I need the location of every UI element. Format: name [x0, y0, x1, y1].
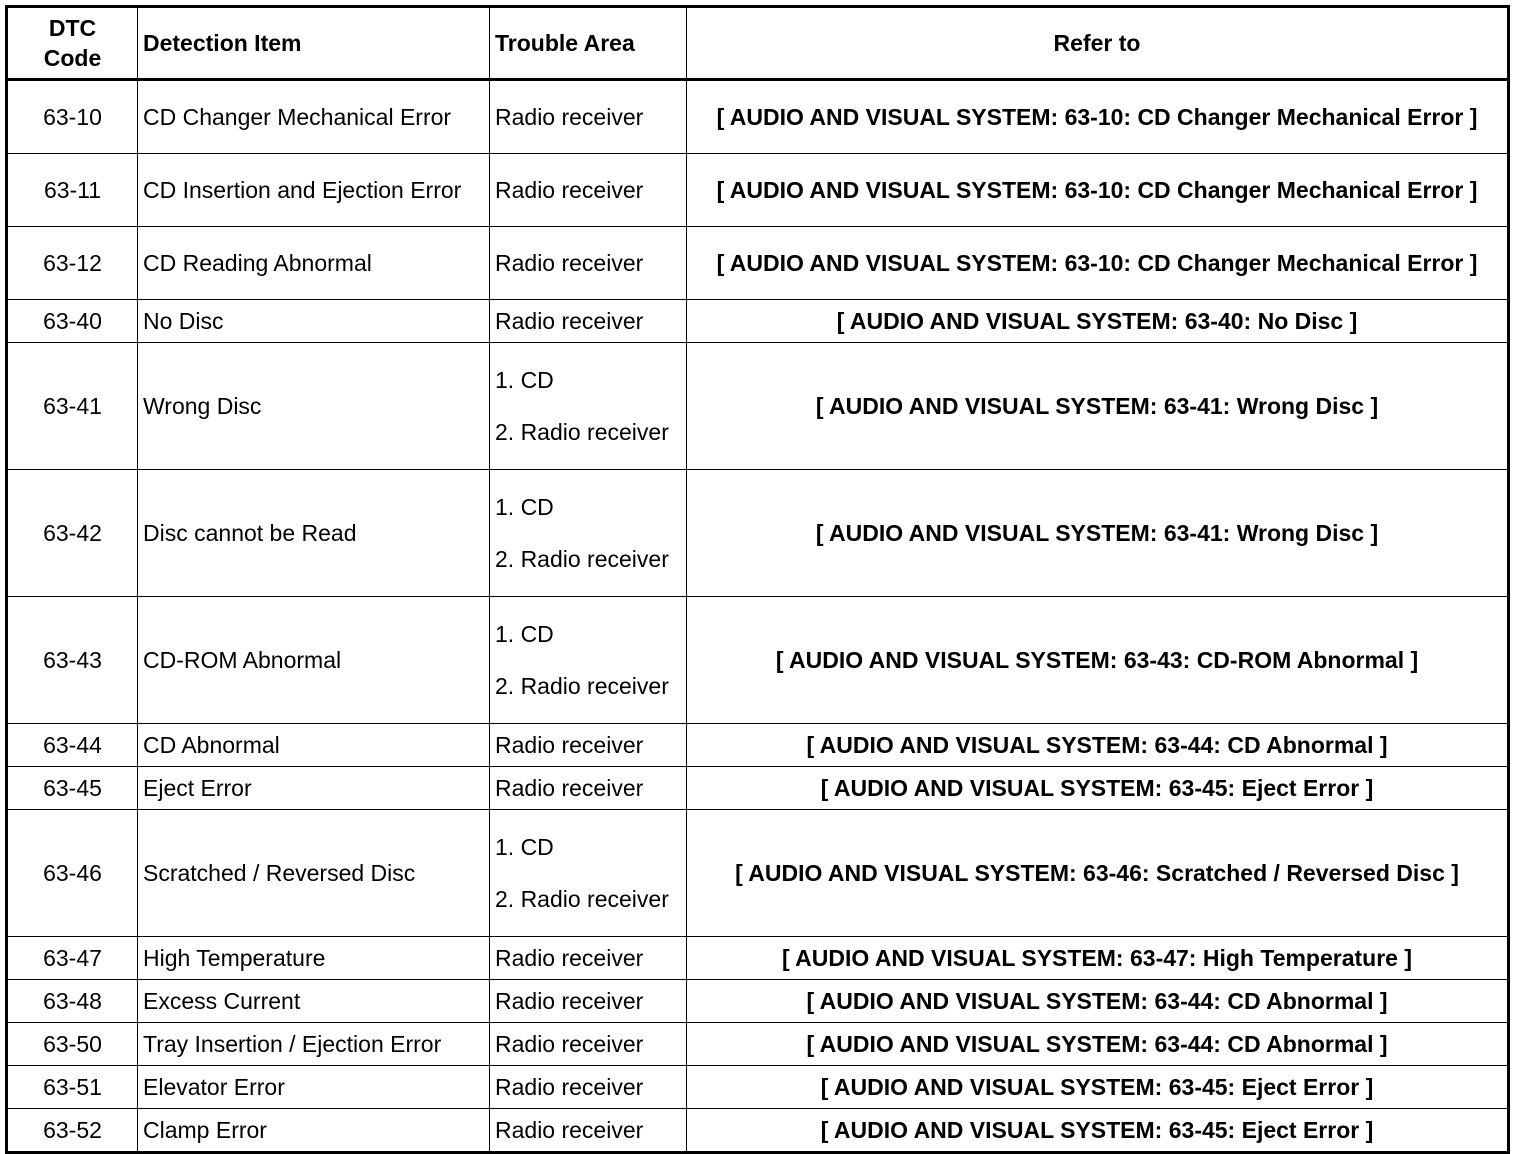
trouble-area-cell [490, 343, 687, 470]
trouble-area-cell [490, 937, 687, 980]
dtc-code-cell: 63-45 [7, 767, 138, 810]
detection-item-cell: CD-ROM Abnormal [138, 597, 490, 724]
detection-item-cell: Eject Error [138, 767, 490, 810]
detection-item-cell: CD Abnormal [138, 724, 490, 767]
refer-to-cell: [ AUDIO AND VISUAL SYSTEM: 63-47: High Temperature ] [687, 937, 1509, 980]
trouble-area-entry: Radio receiver [495, 1117, 644, 1143]
table-row [7, 154, 1509, 227]
header-dtc-code-line2: Code [43, 45, 102, 71]
table-row [7, 724, 1509, 767]
dtc-code-cell: 63-47 [7, 937, 138, 980]
detection-item-cell: CD Changer Mechanical Error [138, 80, 490, 154]
detection-item-cell: High Temperature [138, 937, 490, 980]
trouble-area-cell [490, 154, 687, 227]
table-row [7, 470, 1509, 597]
trouble-area-entry: 1. CD [495, 834, 554, 860]
trouble-area-entry: Radio receiver [495, 177, 644, 203]
trouble-area-cell [490, 980, 687, 1023]
header-refer-to: Refer to [687, 7, 1509, 80]
detection-item-cell: Clamp Error [138, 1109, 490, 1153]
dtc-code-cell: 63-44 [7, 724, 138, 767]
table-row [7, 227, 1509, 300]
refer-to-cell: [ AUDIO AND VISUAL SYSTEM: 63-43: CD-ROM Abnormal ] [687, 597, 1509, 724]
detection-item-cell: Wrong Disc [138, 343, 490, 470]
trouble-area-entry: 2. Radio receiver [495, 419, 669, 445]
trouble-area-cell [490, 597, 687, 724]
trouble-area-entry: Radio receiver [495, 775, 644, 801]
trouble-area-cell [490, 227, 687, 300]
refer-to-cell: [ AUDIO AND VISUAL SYSTEM: 63-44: CD Abnormal ] [687, 724, 1509, 767]
trouble-area-entry: Radio receiver [495, 1031, 644, 1057]
refer-to-cell: [ AUDIO AND VISUAL SYSTEM: 63-45: Eject Error ] [687, 767, 1509, 810]
refer-to-cell: [ AUDIO AND VISUAL SYSTEM: 63-44: CD Abnormal ] [687, 980, 1509, 1023]
refer-to-cell: [ AUDIO AND VISUAL SYSTEM: 63-45: Eject Error ] [687, 1066, 1509, 1109]
table-row [7, 343, 1509, 470]
dtc-code-cell: 63-48 [7, 980, 138, 1023]
dtc-code-cell: 63-46 [7, 810, 138, 937]
detection-item-cell: Scratched / Reversed Disc [138, 810, 490, 937]
table-row [7, 937, 1509, 980]
trouble-area-entry: 2. Radio receiver [495, 886, 669, 912]
trouble-area-cell [490, 1023, 687, 1066]
refer-to-cell: [ AUDIO AND VISUAL SYSTEM: 63-44: CD Abnormal ] [687, 1023, 1509, 1066]
trouble-area-entry: Radio receiver [495, 104, 644, 130]
dtc-code-cell: 63-40 [7, 300, 138, 343]
trouble-area-entry: 2. Radio receiver [495, 673, 669, 699]
table-row [7, 597, 1509, 724]
trouble-area-cell [490, 724, 687, 767]
trouble-area-entry: Radio receiver [495, 250, 644, 276]
table-row [7, 767, 1509, 810]
dtc-code-cell: 63-51 [7, 1066, 138, 1109]
trouble-area-entry: 1. CD [495, 494, 554, 520]
dtc-code-cell: 63-12 [7, 227, 138, 300]
trouble-area-entry: Radio receiver [495, 308, 644, 334]
refer-to-cell: [ AUDIO AND VISUAL SYSTEM: 63-10: CD Changer Mechanical Error ] [687, 80, 1509, 154]
refer-to-cell: [ AUDIO AND VISUAL SYSTEM: 63-45: Eject Error ] [687, 1109, 1509, 1153]
table-body [7, 80, 1509, 1153]
refer-to-cell: [ AUDIO AND VISUAL SYSTEM: 63-40: No Disc ] [687, 300, 1509, 343]
trouble-area-entry: Radio receiver [495, 1074, 644, 1100]
dtc-code-cell: 63-50 [7, 1023, 138, 1066]
table-row [7, 1023, 1509, 1066]
header-row [7, 7, 1509, 80]
trouble-area-entry: 1. CD [495, 367, 554, 393]
detection-item-cell: Disc cannot be Read [138, 470, 490, 597]
header-dtc-code [7, 7, 138, 80]
table-row [7, 980, 1509, 1023]
table-row [7, 1066, 1509, 1109]
detection-item-cell: CD Reading Abnormal [138, 227, 490, 300]
trouble-area-entry: Radio receiver [495, 732, 644, 758]
table-row [7, 300, 1509, 343]
table-header [7, 7, 1509, 80]
dtc-code-cell: 63-41 [7, 343, 138, 470]
table-row [7, 1109, 1509, 1153]
header-dtc-code-line1: DTC [48, 15, 97, 41]
trouble-area-cell [490, 470, 687, 597]
dtc-code-cell: 63-10 [7, 80, 138, 154]
trouble-area-cell [490, 80, 687, 154]
dtc-code-cell: 63-42 [7, 470, 138, 597]
trouble-area-entry: Radio receiver [495, 945, 644, 971]
refer-to-cell: [ AUDIO AND VISUAL SYSTEM: 63-46: Scratched / Reversed Disc ] [687, 810, 1509, 937]
dtc-code-cell: 63-43 [7, 597, 138, 724]
detection-item-cell: Excess Current [138, 980, 490, 1023]
trouble-area-cell [490, 767, 687, 810]
refer-to-cell: [ AUDIO AND VISUAL SYSTEM: 63-10: CD Changer Mechanical Error ] [687, 154, 1509, 227]
trouble-area-entry: Radio receiver [495, 988, 644, 1014]
detection-item-cell: CD Insertion and Ejection Error [138, 154, 490, 227]
header-detection-item: Detection Item [138, 7, 490, 80]
table-row [7, 810, 1509, 937]
trouble-area-entry: 1. CD [495, 621, 554, 647]
trouble-area-cell [490, 1066, 687, 1109]
dtc-code-cell: 63-52 [7, 1109, 138, 1153]
refer-to-cell: [ AUDIO AND VISUAL SYSTEM: 63-41: Wrong Disc ] [687, 343, 1509, 470]
trouble-area-cell [490, 300, 687, 343]
trouble-area-cell [490, 1109, 687, 1153]
refer-to-cell: [ AUDIO AND VISUAL SYSTEM: 63-10: CD Changer Mechanical Error ] [687, 227, 1509, 300]
detection-item-cell: No Disc [138, 300, 490, 343]
trouble-area-entry: 2. Radio receiver [495, 546, 669, 572]
trouble-area-cell [490, 810, 687, 937]
dtc-table [5, 5, 1510, 1154]
table-row [7, 80, 1509, 154]
refer-to-cell: [ AUDIO AND VISUAL SYSTEM: 63-41: Wrong Disc ] [687, 470, 1509, 597]
detection-item-cell: Elevator Error [138, 1066, 490, 1109]
detection-item-cell: Tray Insertion / Ejection Error [138, 1023, 490, 1066]
header-trouble-area: Trouble Area [490, 7, 687, 80]
dtc-code-cell: 63-11 [7, 154, 138, 227]
